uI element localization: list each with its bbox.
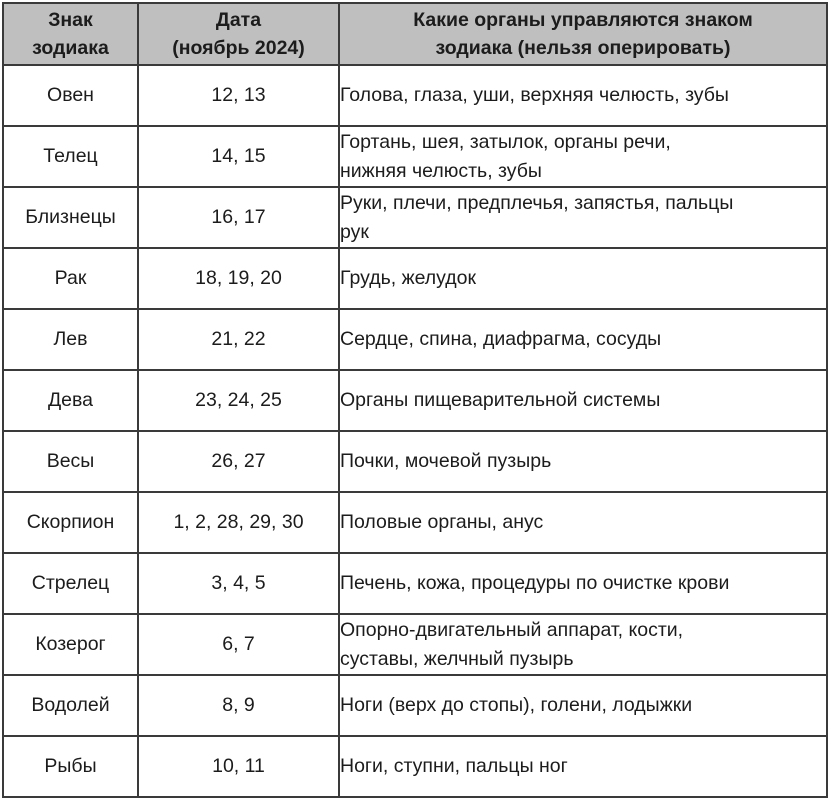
organs-line1: Сердце, спина, диафрагма, сосуды [340,328,662,350]
header-sign-line1: Знак [48,9,93,31]
sign-cell: Дева [3,370,138,431]
table-row [3,675,827,736]
header-organs [339,3,827,65]
organs-line1: Гортань, шея, затылок, органы речи, [340,130,671,153]
dates-cell: 23, 24, 25 [138,370,339,431]
organs-line1: Руки, плечи, предплечья, запястья, пальцы [340,191,734,214]
organs-line2: суставы, желчный пузырь [340,647,574,670]
table-row [3,370,827,431]
header-sign-line2: зодиака [32,37,109,59]
organs-cell [339,65,827,126]
dates-cell: 18, 19, 20 [138,248,339,309]
organs-cell [339,248,827,309]
organs-line1: Почки, мочевой пузырь [340,450,552,472]
header-organs-line1: Какие органы управляются знаком [413,9,753,31]
dates-cell: 6, 7 [138,614,339,675]
table-row [3,187,827,248]
table-row [3,65,827,126]
table-row [3,614,827,675]
header-date [138,3,339,65]
sign-cell: Весы [3,431,138,492]
dates-cell: 12, 13 [138,65,339,126]
dates-cell: 8, 9 [138,675,339,736]
table-row [3,431,827,492]
table-row [3,248,827,309]
table-row [3,309,827,370]
table-row [3,126,827,187]
header-date-line1: Дата [215,9,262,31]
sign-cell: Телец [3,126,138,187]
organs-cell [339,553,827,614]
organs-cell [339,614,827,675]
table-row [3,553,827,614]
dates-cell: 26, 27 [138,431,339,492]
header-row [3,3,827,65]
dates-cell: 3, 4, 5 [138,553,339,614]
organs-cell [339,370,827,431]
organs-line1: Ноги (верх до стопы), голени, лодыжки [340,694,693,716]
organs-cell [339,431,827,492]
organs-cell [339,126,827,187]
dates-cell: 21, 22 [138,309,339,370]
sign-cell: Рыбы [3,736,138,797]
table-row [3,736,827,797]
zodiac-surgery-table [2,2,828,798]
organs-cell [339,675,827,736]
sign-cell: Овен [3,65,138,126]
organs-line1: Опорно-двигательный аппарат, кости, [340,618,684,641]
dates-cell: 10, 11 [138,736,339,797]
organs-cell [339,187,827,248]
sign-cell: Рак [3,248,138,309]
sign-cell: Козерог [3,614,138,675]
sign-cell: Скорпион [3,492,138,553]
header-date-line2: (ноябрь 2024) [172,37,305,59]
organs-line1: Грудь, желудок [340,267,477,289]
organs-cell [339,492,827,553]
header-organs-line2: зодиака (нельзя оперировать) [435,37,731,59]
organs-line1: Голова, глаза, уши, верхняя челюсть, зубы [340,84,729,106]
organs-line1: Печень, кожа, процедуры по очистке крови [340,572,730,594]
organs-cell [339,736,827,797]
sign-cell: Близнецы [3,187,138,248]
dates-cell: 16, 17 [138,187,339,248]
organs-line1: Половые органы, анус [340,511,544,533]
organs-line2: рук [340,220,369,243]
table-row [3,492,827,553]
dates-cell: 14, 15 [138,126,339,187]
sign-cell: Стрелец [3,553,138,614]
organs-cell [339,309,827,370]
organs-line1: Ноги, ступни, пальцы ног [340,755,568,777]
organs-line2: нижняя челюсть, зубы [340,159,542,182]
organs-line1: Органы пищеварительной системы [340,389,661,411]
sign-cell: Водолей [3,675,138,736]
header-sign [3,3,138,65]
dates-cell: 1, 2, 28, 29, 30 [138,492,339,553]
sign-cell: Лев [3,309,138,370]
